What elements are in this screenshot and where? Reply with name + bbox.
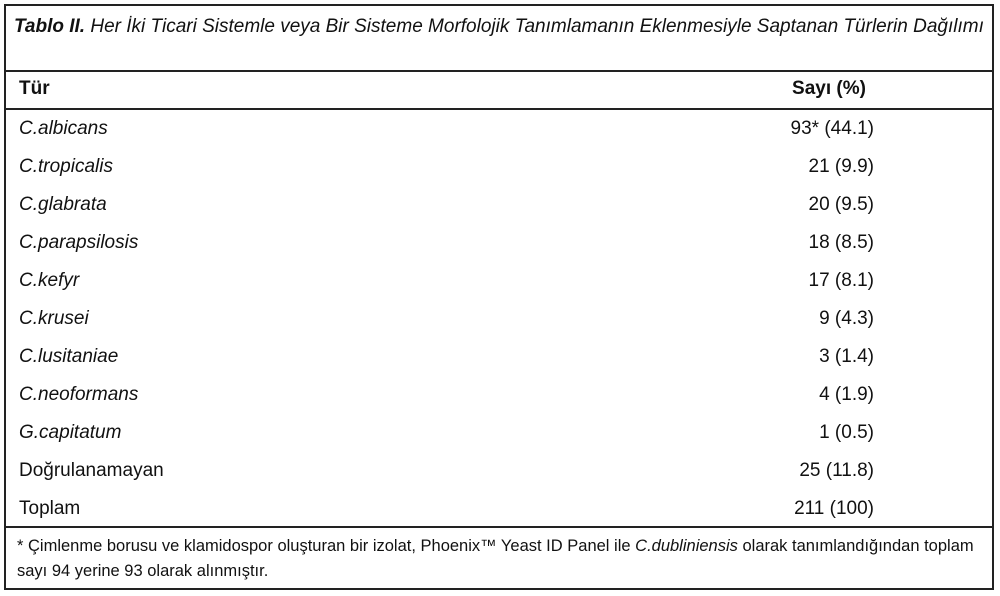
table-row — [0, 452, 1000, 490]
species-count: 211 (100) — [794, 498, 874, 519]
species-name: C.lusitaniae — [19, 346, 119, 367]
species-count: 4 (1.9) — [819, 384, 874, 405]
species-count: 9 (4.3) — [819, 308, 874, 329]
footnote — [17, 534, 977, 584]
species-name: C.parapsilosis — [19, 232, 139, 253]
species-name: C.tropicalis — [19, 156, 113, 177]
species-count: 21 (9.9) — [808, 156, 874, 177]
table-row — [0, 110, 1000, 148]
table-row — [0, 376, 1000, 414]
top-rule — [4, 70, 994, 72]
species-name: C.krusei — [19, 308, 89, 329]
species-count: 93* (44.1) — [790, 118, 874, 139]
table-caption — [14, 14, 984, 39]
species-name: Doğrulanamayan — [19, 460, 164, 481]
footnote-pre: * Çimlenme borusu ve klamidospor oluşturan bir izolat, Phoenix™ Yeast ID Panel ile — [17, 537, 636, 555]
table-row — [0, 338, 1000, 376]
table-row — [0, 414, 1000, 452]
species-count: 1 (0.5) — [819, 422, 874, 443]
species-count: 25 (11.8) — [799, 460, 874, 481]
species-name: G.capitatum — [19, 422, 122, 443]
table-title: Her İki Ticari Sistemle veya Bir Sisteme Morfolojik Tanımlamanın Eklenmesiyle Saptanan Türlerin Dağılımı — [90, 16, 984, 37]
footnote-species: C.dubliniensis — [635, 537, 738, 555]
table-row — [0, 186, 1000, 224]
table-row — [0, 490, 1000, 528]
table-row — [0, 262, 1000, 300]
species-name: Toplam — [19, 498, 81, 519]
table-row — [0, 224, 1000, 262]
table-row — [0, 148, 1000, 186]
species-count: 20 (9.5) — [808, 194, 874, 215]
bottom-rule — [4, 526, 994, 528]
header-species: Tür — [19, 78, 50, 99]
table-row — [0, 300, 1000, 338]
header-count: Sayı (%) — [792, 78, 866, 99]
table-label: Tablo II. — [14, 16, 86, 37]
species-name: C.glabrata — [19, 194, 107, 215]
species-count: 18 (8.5) — [808, 232, 874, 253]
species-count: 17 (8.1) — [808, 270, 874, 291]
species-name: C.kefyr — [19, 270, 80, 291]
species-name: C.albicans — [19, 118, 108, 139]
species-count: 3 (1.4) — [819, 346, 874, 367]
species-name: C.neoformans — [19, 384, 139, 405]
footnote-post: olarak tanımlandığından toplam sayı 94 yerine 93 olarak alınmıştır. — [17, 537, 974, 580]
